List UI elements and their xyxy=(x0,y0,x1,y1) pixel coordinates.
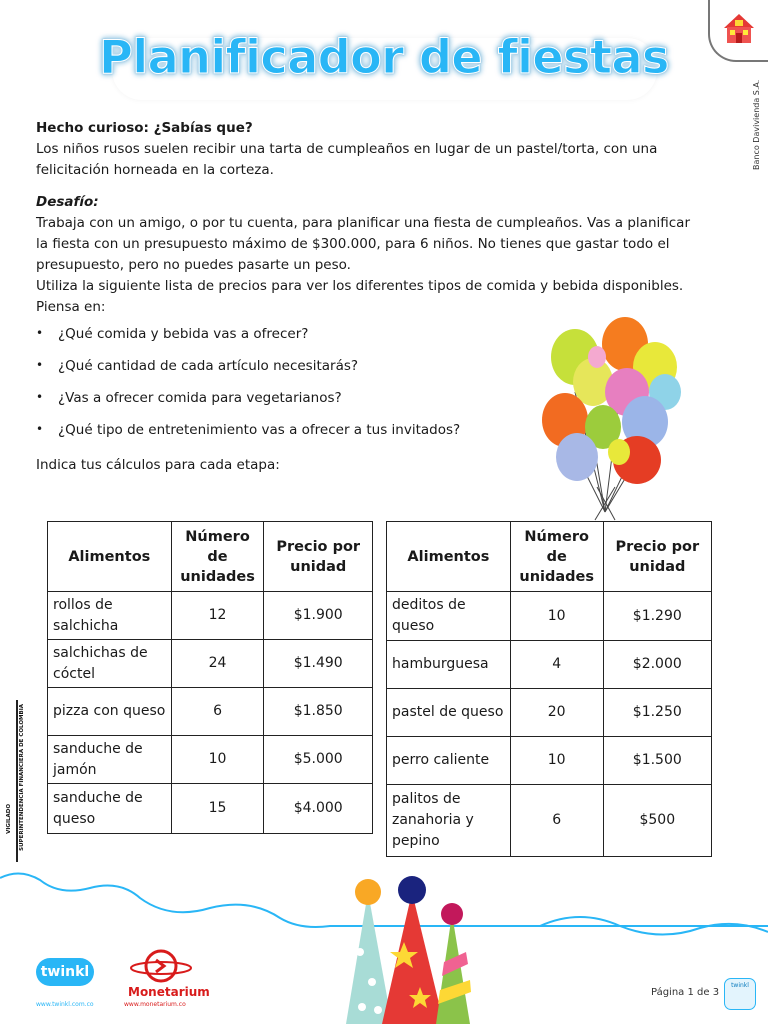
price-cell: $1.290 xyxy=(603,592,711,641)
vigilado-agency: SUPERINTENDENCIA FINANCIERA DE COLOMBIA xyxy=(19,704,25,851)
page-title: Planificador de fiestas xyxy=(99,30,669,84)
challenge-line: la fiesta con un presupuesto máximo de $300.000, para 6 niños. No tienes que gastar todo el xyxy=(36,236,670,252)
units-cell: 10 xyxy=(510,737,603,785)
challenge-line: Piensa en: xyxy=(36,299,106,315)
table-row xyxy=(387,689,712,737)
table-header-row xyxy=(387,522,712,592)
food-cell: deditos de queso xyxy=(387,592,511,641)
units-cell: 10 xyxy=(171,736,264,784)
header-price: Precio por unidad xyxy=(603,522,711,592)
page-number: Página 1 de 3 xyxy=(651,987,720,998)
food-cell: sanduche de queso xyxy=(48,784,172,834)
question-text: ¿Vas a ofrecer comida para vegetarianos? xyxy=(58,390,342,406)
header-food: Alimentos xyxy=(48,522,172,592)
units-cell: 10 xyxy=(510,592,603,641)
question-text: ¿Qué cantidad de cada artículo necesitarás? xyxy=(58,358,359,374)
table-row xyxy=(48,736,373,784)
units-cell: 6 xyxy=(171,688,264,736)
challenge-heading: Desafío: xyxy=(36,194,99,210)
twinkl-url: www.twinkl.com.co xyxy=(36,1001,94,1008)
list-item xyxy=(36,390,516,422)
question-list xyxy=(36,326,516,454)
table-row xyxy=(48,592,373,640)
bullet-icon: • xyxy=(36,326,44,340)
party-hats-icon xyxy=(340,872,480,1024)
challenge-block xyxy=(36,192,696,318)
price-cell: $1.850 xyxy=(264,688,373,736)
food-cell: salchichas de cóctel xyxy=(48,640,172,688)
table-row xyxy=(48,688,373,736)
price-table-right xyxy=(386,521,712,857)
header-price: Precio por unidad xyxy=(264,522,373,592)
price-cell: $500 xyxy=(603,785,711,857)
price-cell: $1.500 xyxy=(603,737,711,785)
bullet-icon: • xyxy=(36,358,44,372)
food-cell: pastel de queso xyxy=(387,689,511,737)
bullet-icon: • xyxy=(36,390,44,404)
food-cell: pizza con queso xyxy=(48,688,172,736)
food-cell: palitos de zanahoria y pepino xyxy=(387,785,511,857)
list-item xyxy=(36,422,516,454)
price-cell: $1.490 xyxy=(264,640,373,688)
balloons-icon xyxy=(535,312,687,522)
bank-logo-corner xyxy=(708,0,768,62)
bank-name: Banco Davivienda S.A. xyxy=(752,79,761,171)
price-cell: $2.000 xyxy=(603,641,711,689)
units-cell: 24 xyxy=(171,640,264,688)
twinkl-logo: twinkl xyxy=(36,958,94,986)
units-cell: 4 xyxy=(510,641,603,689)
units-cell: 6 xyxy=(510,785,603,857)
units-cell: 15 xyxy=(171,784,264,834)
price-cell: $4.000 xyxy=(264,784,373,834)
fact-heading: Hecho curioso: ¿Sabías que? xyxy=(36,120,253,136)
calc-prompt: Indica tus cálculos para cada etapa: xyxy=(36,457,280,473)
table-row xyxy=(387,641,712,689)
table-row xyxy=(387,592,712,641)
monetarium-url: www.monetarium.co xyxy=(124,1001,186,1008)
food-cell: rollos de salchicha xyxy=(48,592,172,640)
table-header-row xyxy=(48,522,373,592)
units-cell: 12 xyxy=(171,592,264,640)
food-cell: hamburguesa xyxy=(387,641,511,689)
price-cell: $5.000 xyxy=(264,736,373,784)
question-text: ¿Qué comida y bebida vas a ofrecer? xyxy=(58,326,309,342)
bullet-icon: • xyxy=(36,422,44,436)
twinkl-badge: twinkl xyxy=(724,978,756,1010)
vigilado-line xyxy=(16,700,18,862)
food-cell: sanduche de jamón xyxy=(48,736,172,784)
table-row xyxy=(48,784,373,834)
vigilado-strip xyxy=(6,700,36,862)
price-cell: $1.250 xyxy=(603,689,711,737)
price-cell: $1.900 xyxy=(264,592,373,640)
price-table-left xyxy=(47,521,373,834)
challenge-line: presupuesto, pero no puedes pasarte un peso. xyxy=(36,257,351,273)
monetarium-name: Monetarium xyxy=(128,985,210,999)
header-units: Número de unidades xyxy=(510,522,603,592)
fact-line-2: felicitación horneada en la corteza. xyxy=(36,162,274,178)
challenge-line: Utiliza la siguiente lista de precios para ver los diferentes tipos de comida y bebida disponibles. xyxy=(36,278,684,294)
fact-line-1: Los niños rusos suelen recibir una tarta de cumpleaños en lugar de un pastel/torta, con una xyxy=(36,141,658,157)
header-units: Número de unidades xyxy=(171,522,264,592)
food-cell: perro caliente xyxy=(387,737,511,785)
units-cell: 20 xyxy=(510,689,603,737)
table-row xyxy=(387,785,712,857)
challenge-line: Trabaja con un amigo, o por tu cuenta, para planificar una fiesta de cumpleaños. Vas a planificar xyxy=(36,215,691,231)
table-row xyxy=(387,737,712,785)
vigilado-word: VIGILADO xyxy=(6,804,12,834)
fact-block xyxy=(36,118,696,181)
table-row xyxy=(48,640,373,688)
list-item xyxy=(36,326,516,358)
question-text: ¿Qué tipo de entretenimiento vas a ofrecer a tus invitados? xyxy=(58,422,461,438)
list-item xyxy=(36,358,516,390)
house-icon xyxy=(710,0,768,58)
header-food: Alimentos xyxy=(387,522,511,592)
